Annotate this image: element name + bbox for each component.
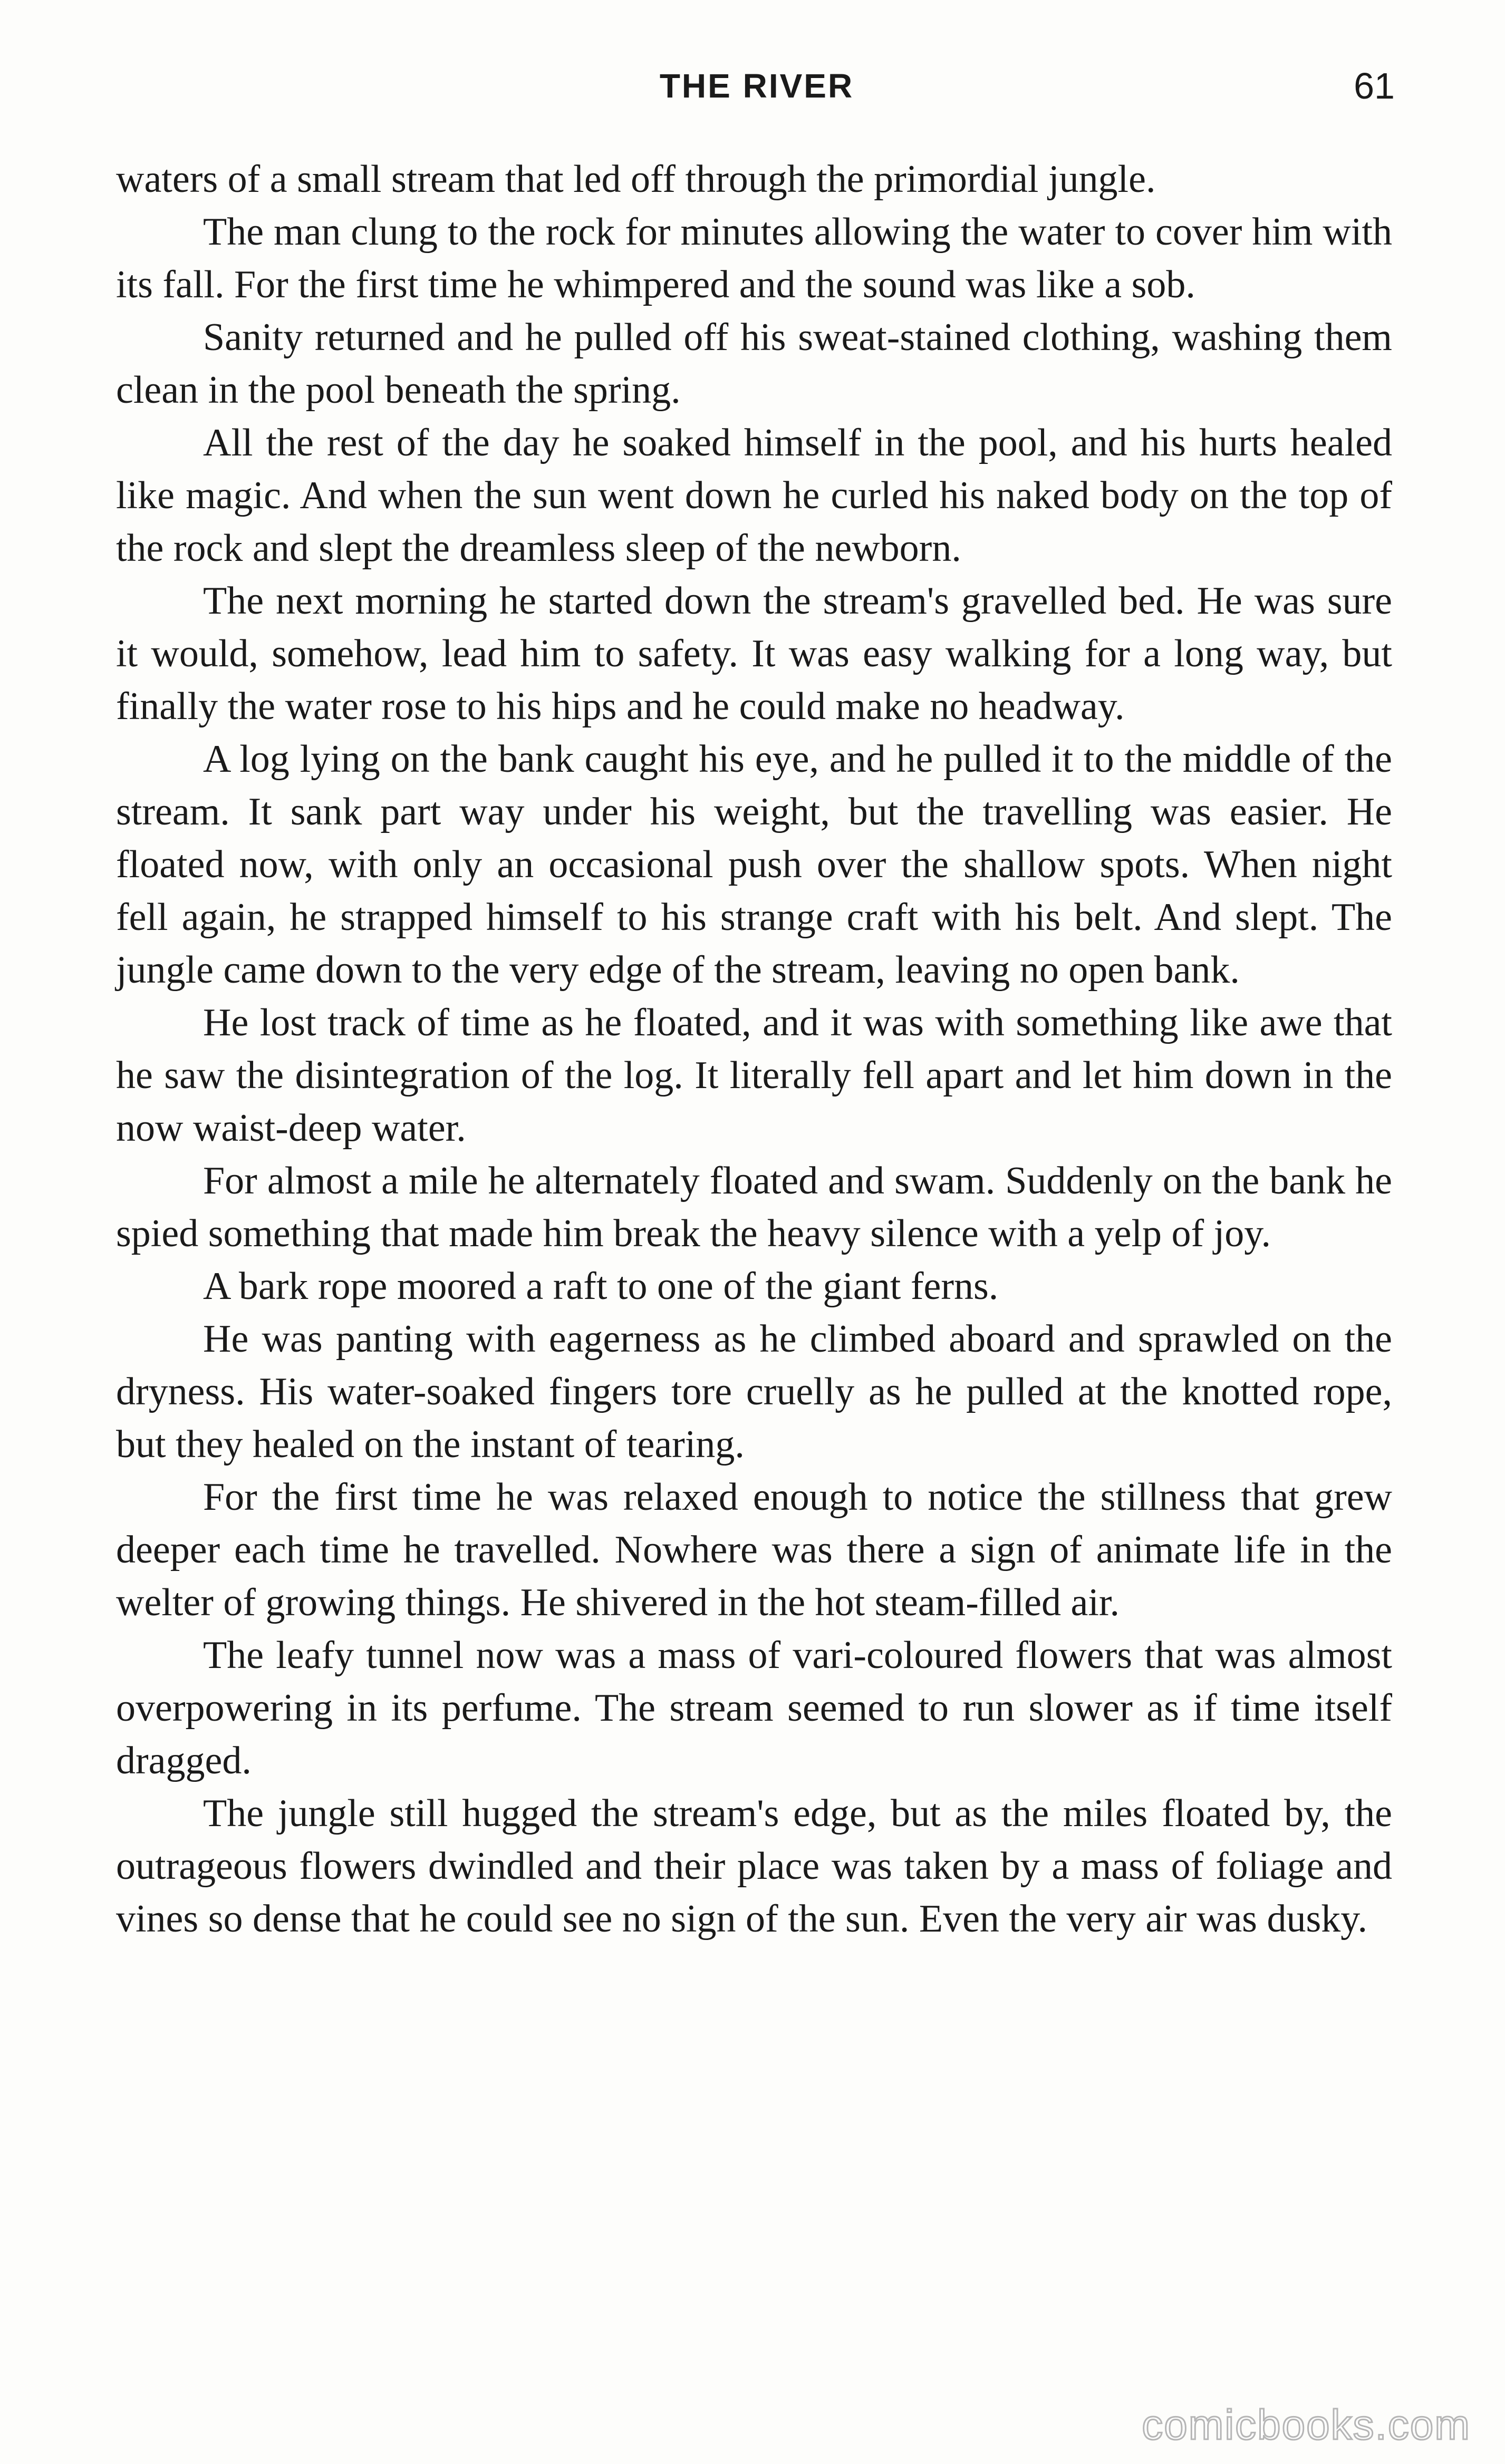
paragraph: He lost track of time as he floated, and it was with something like awe that he saw the disintegration of the log. It literally fell apart and let him down in the now waist-deep water. — [116, 1001, 1392, 1150]
paragraph: For the first time he was relaxed enough to notice the stillness that grew deeper each time he travelled. Nowhere was there a sign of animate life in the welter of growing things. He shivered in the hot steam-filled air. — [116, 1476, 1392, 1624]
paragraph: For almost a mile he alternately floated and swam. Suddenly on the bank he spied something that made him break the heavy silence with a yelp of joy. — [116, 1159, 1392, 1255]
watermark: comicbooks.com — [1142, 2401, 1471, 2448]
body-text — [116, 153, 1392, 1945]
paragraph: All the rest of the day he soaked himself in the pool, and his hurts healed like magic. And when the sun went down he curled his naked body on the top of the rock and slept the dreamless sleep of the newborn. — [116, 421, 1392, 570]
running-head — [119, 62, 1395, 110]
paragraph: Sanity returned and he pulled off his sweat-stained clothing, washing them clean in the pool beneath the spring. — [116, 316, 1392, 412]
paragraph: The next morning he started down the stream's gravelled bed. He was sure it would, somehow, lead him to safety. It was easy walking for a long way, but finally the water rose to his hips and he could make no headway. — [116, 579, 1392, 728]
chapter-title: THE RIVER — [659, 67, 854, 105]
paragraph: He was panting with eagerness as he climbed aboard and sprawled on the dryness. His water-soaked fingers tore cruelly as he pulled at the knotted rope, but they healed on the instant of tearing. — [116, 1317, 1392, 1466]
paragraph: The jungle still hugged the stream's edge, but as the miles floated by, the outrageous flowers dwindled and their place was taken by a mass of foliage and vines so dense that he could see no sign of the sun. Even the very air was dusky. — [116, 1792, 1392, 1941]
page-number: 61 — [1354, 65, 1395, 106]
paragraph-continued: waters of a small stream that led off through the primordial jungle. — [116, 158, 1156, 201]
paragraph: The leafy tunnel now was a mass of vari-coloured flowers that was almost overpowering in its perfume. The stream seemed to run slower as if time itself dragged. — [116, 1634, 1392, 1782]
paragraph: A log lying on the bank caught his eye, and he pulled it to the middle of the stream. It sank part way under his weight, but the travelling was easier. He floated now, with only an occasional push over the shallow spots. When night fell again, he strapped himself to his strange craft with his belt. And slept. The jungle came down to the very edge of the stream, leaving no open bank. — [116, 738, 1392, 992]
paragraph: The man clung to the rock for minutes allowing the water to cover him with its fall. For the first time he whimpered and the sound was like a sob. — [116, 210, 1392, 306]
paragraph: A bark rope moored a raft to one of the giant ferns. — [203, 1265, 999, 1308]
